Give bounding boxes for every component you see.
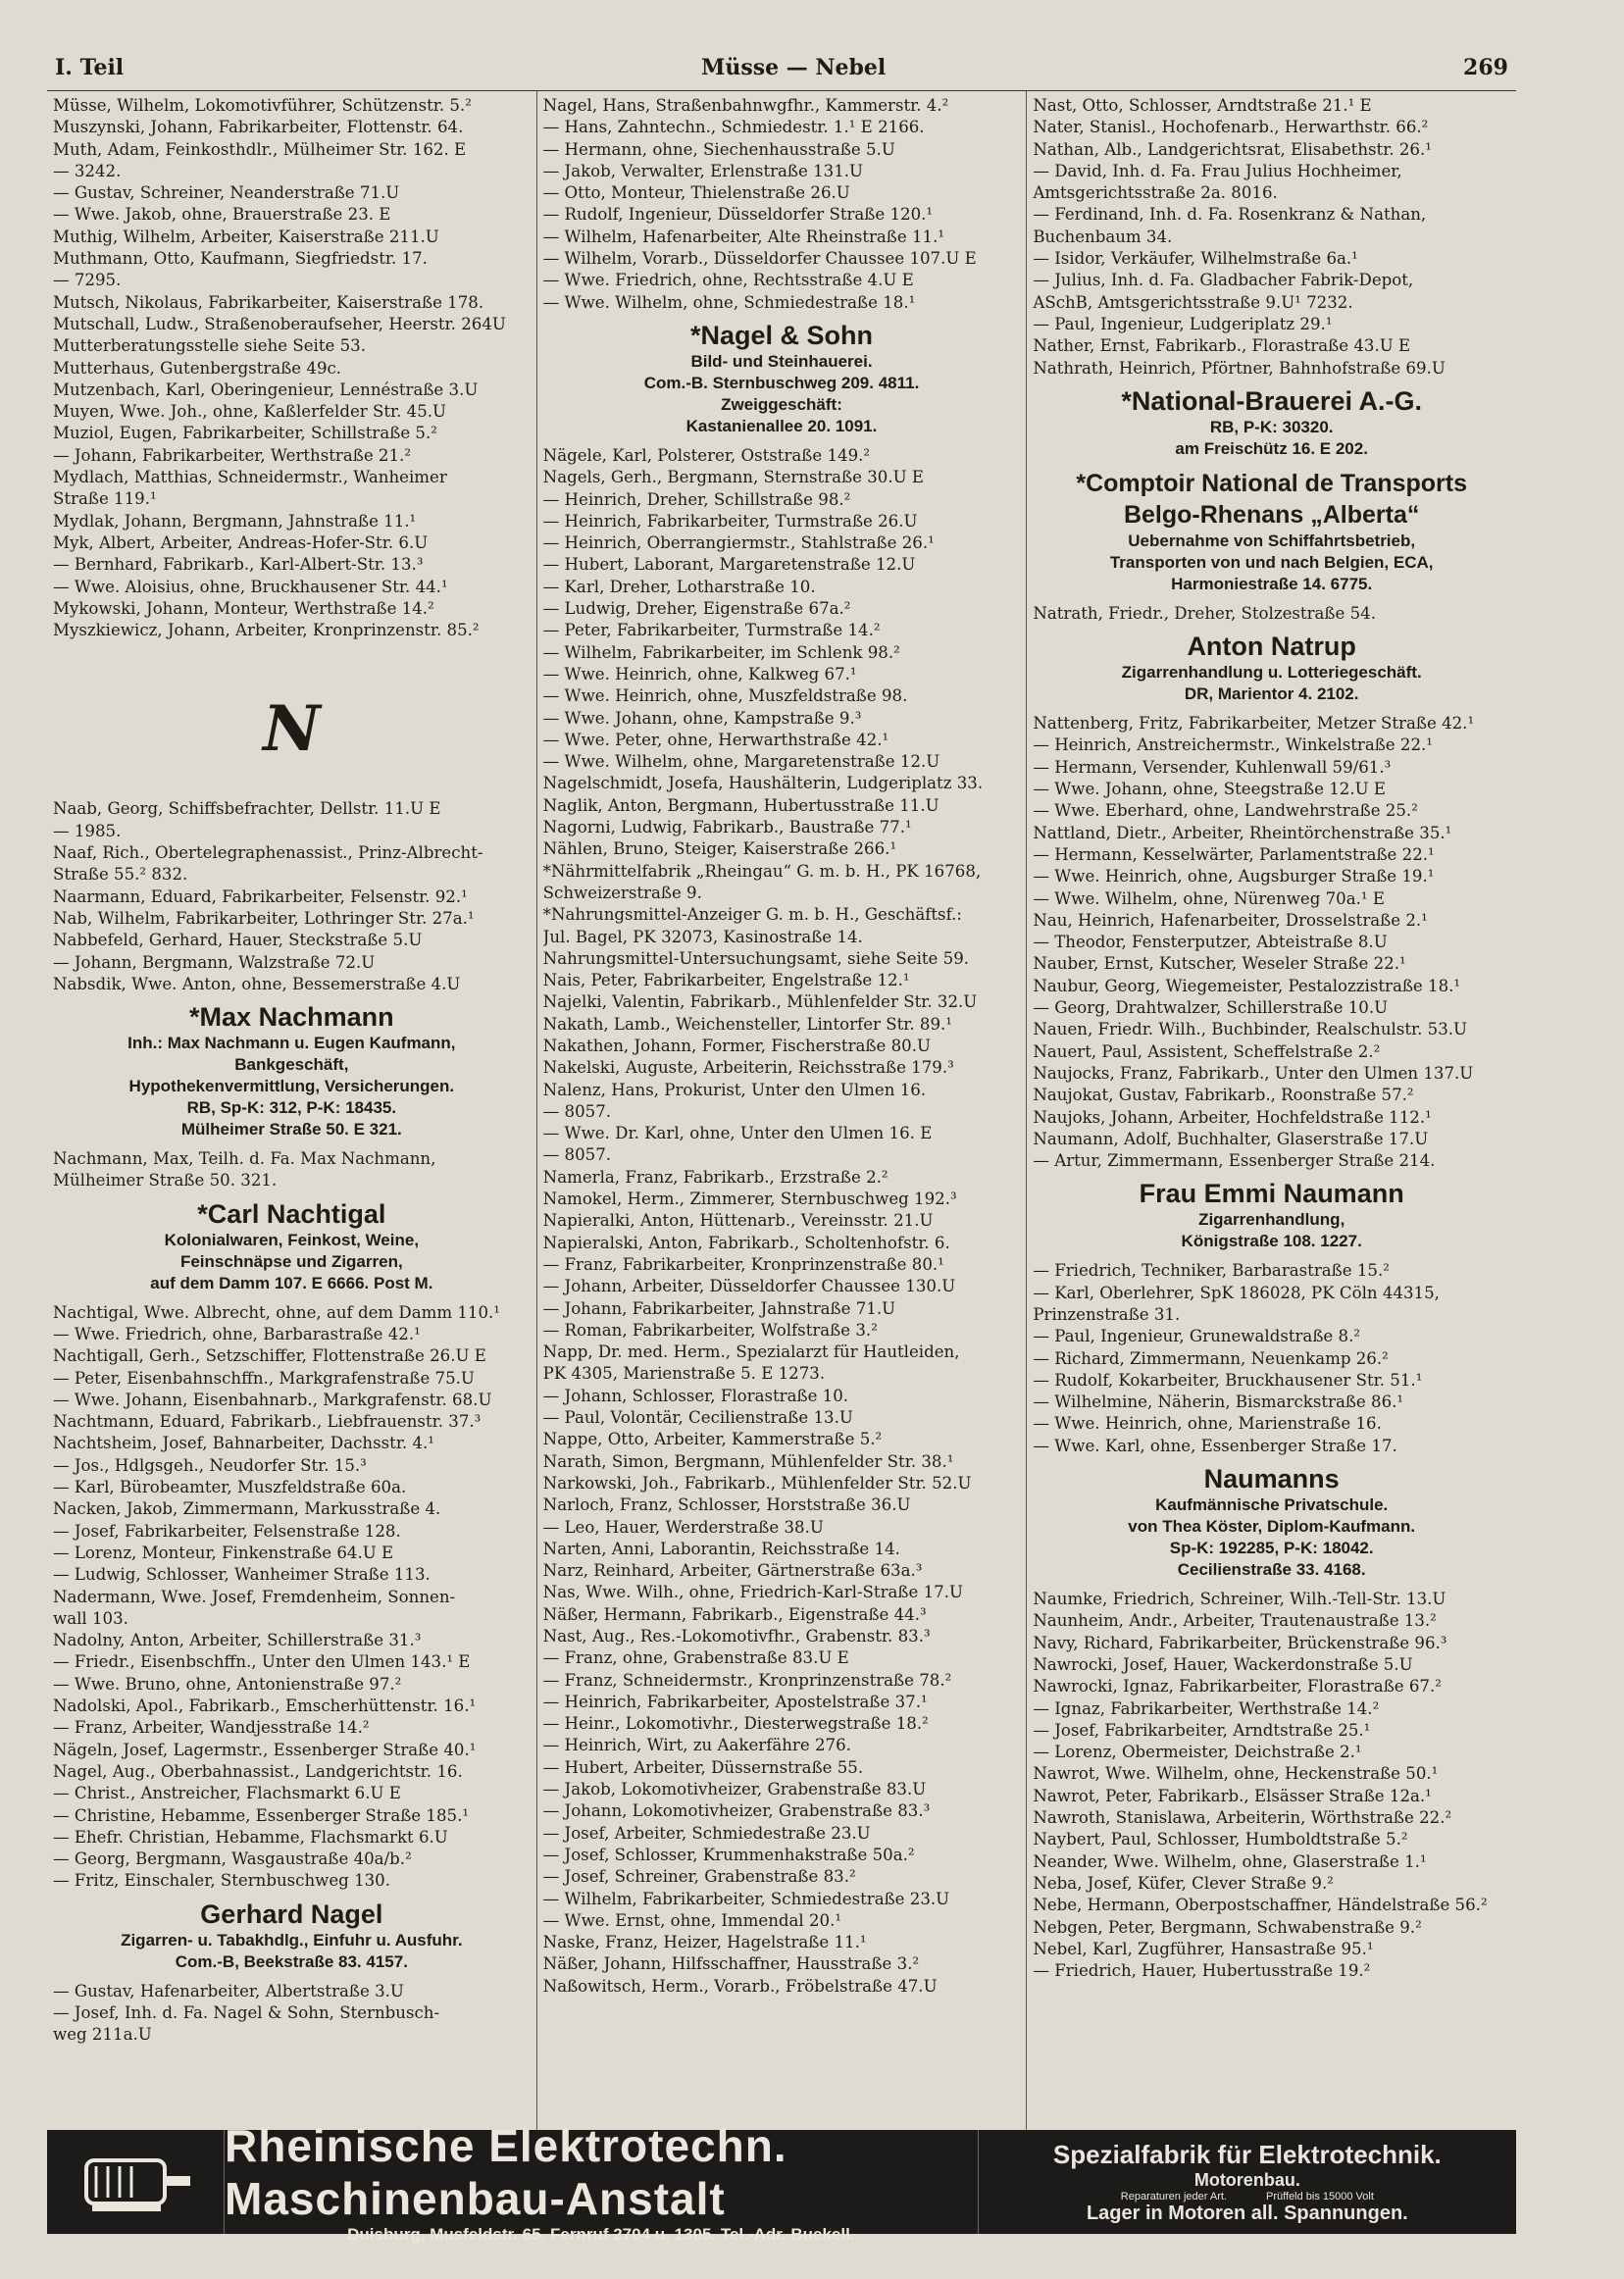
directory-entry: — 8057. (542, 1101, 612, 1121)
directory-entry: — Paul, Ingenieur, Ludgeriplatz 29.¹ (1033, 314, 1333, 333)
col3-entries-c (1033, 713, 1510, 1172)
directory-entry: — Lorenz, Monteur, Finkenstraße 64.U E (53, 1543, 394, 1562)
directory-entry: — Johann, Schlosser, Florastraße 10. (542, 1386, 849, 1405)
col3-entries-e (1033, 1589, 1510, 1982)
directory-entry: — Heinrich, Anstreichermstr., Winkelstraße 22.¹ (1033, 735, 1433, 755)
directory-entry: — Wwe. Aloisius, ohne, Bruckhausener Str. 44.¹ (53, 577, 448, 596)
footer-specialty-sub: Motorenbau. (1193, 2169, 1300, 2190)
directory-entry: Myk, Albert, Arbeiter, Andreas-Hofer-Str. 6.U (53, 532, 429, 552)
col1-entries-d (53, 1302, 531, 1893)
directory-entry: — Wilhelm, Vorarb., Düsseldorfer Chaussee 107.U E (542, 249, 977, 269)
ad-name: Frau Emmi Naumann (1139, 1179, 1404, 1209)
directory-entry: — Heinrich, Fabrikarbeiter, Turmstraße 26.U (542, 511, 918, 531)
directory-entry: Nakelski, Auguste, Arbeiterin, Reichsstraße 179.³ (542, 1058, 954, 1078)
directory-entry: Nählen, Bruno, Steiger, Kaiserstraße 266.¹ (542, 839, 897, 859)
directory-entry: PK 4305, Marienstraße 5. E 1273. (542, 1364, 826, 1384)
header-range: Müsse — Nebel (700, 55, 887, 80)
directory-entry: — 7295. (53, 271, 122, 290)
directory-entry: — Wwe. Friedrich, ohne, Barbarastraße 42.¹ (53, 1324, 421, 1343)
directory-entry: — Wwe. Peter, ohne, Herwarthstraße 42.¹ (542, 730, 889, 749)
column-1 (47, 91, 537, 2131)
col1-entries-a (53, 95, 531, 641)
directory-entry: Naßowitsch, Herm., Vorarb., Fröbelstraße 47.U (542, 1976, 938, 1996)
directory-entry: — Wwe. Friedrich, ohne, Rechtsstraße 4.U E (542, 271, 914, 290)
directory-entry: — Ehefr. Christian, Hebamme, Flachsmarkt 6.U (53, 1827, 448, 1847)
directory-entry: — Wilhelm, Fabrikarbeiter, Schmiedestraße 23.U (542, 1889, 950, 1908)
directory-entry: — Paul, Volontär, Cecilienstraße 13.U (542, 1408, 853, 1428)
ad-line: Sp-K: 192285, P-K: 18042. (1169, 1539, 1374, 1558)
ad-line: Bild- und Steinhauerei. (690, 351, 873, 371)
ad-name: *National-Brauerei A.-G. (1121, 385, 1422, 416)
directory-entry: Nast, Aug., Res.-Lokomotivfhr., Grabenstr. 83.³ (542, 1627, 931, 1646)
directory-entry: — Wwe. Wilhelm, ohne, Nürenweg 70a.¹ E (1033, 888, 1385, 908)
directory-entry: — Wwe. Johann, ohne, Steegstraße 12.U E (1033, 780, 1386, 799)
columns (47, 91, 1516, 2131)
directory-entry: — Johann, Lokomotivheizer, Grabenstraße 83.³ (542, 1801, 931, 1821)
directory-entry: — Johann, Bergmann, Walzstraße 72.U (53, 952, 376, 972)
directory-entry: Nadolski, Apol., Fabrikarb., Emscherhüttenstr. 16.¹ (53, 1697, 477, 1716)
directory-entry: Narz, Reinhard, Arbeiter, Gärtnerstraße 63a.³ (542, 1561, 923, 1581)
directory-entry: Muyen, Wwe. Joh., ohne, Kaßlerfelder Str. 45.U (53, 402, 447, 422)
ad-line: Zweiggeschäft: (721, 394, 842, 414)
directory-entry: — Hubert, Laborant, Margaretenstraße 12.U (542, 555, 916, 575)
directory-entry: Nakathen, Johann, Former, Fischerstraße 80.U (542, 1036, 931, 1055)
directory-entry: — David, Inh. d. Fa. Frau Julius Hochheimer, (1033, 161, 1402, 180)
directory-entry: Nagels, Gerh., Bergmann, Sternstraße 30.U E (542, 468, 924, 487)
ad-name: *Nagel & Sohn (689, 320, 874, 350)
ad-line: Transporten von und nach Belgien, ECA, (1109, 552, 1434, 572)
directory-entry: — Josef, Fabrikarbeiter, Felsenstraße 128. (53, 1521, 401, 1541)
directory-entry: Napieralski, Anton, Fabrikarb., Scholtenhofstr. 6. (542, 1233, 950, 1252)
directory-entry: Nawrocki, Josef, Hauer, Wackerdonstraße 5.U (1033, 1654, 1413, 1674)
directory-entry: wall 103. (53, 1608, 128, 1628)
ad-line: Com.-B. Sternbuschweg 209. 4811. (643, 373, 920, 392)
directory-entry: — Franz, ohne, Grabenstraße 83.U E (542, 1648, 849, 1668)
ad-line: Kastanienallee 20. 1091. (685, 416, 878, 435)
ad-name: Anton Natrup (1187, 632, 1356, 662)
directory-entry: — Friedrich, Techniker, Barbarastraße 15.² (1033, 1261, 1390, 1281)
directory-entry: Mutterberatungsstelle siehe Seite 53. (53, 336, 367, 356)
directory-entry: Muszynski, Johann, Fabrikarbeiter, Flottenstr. 64. (53, 118, 464, 137)
directory-entry: Mutzenbach, Karl, Oberingenieur, Lennéstraße 3.U (53, 380, 479, 399)
directory-entry: — Jakob, Verwalter, Erlenstraße 131.U (542, 161, 864, 180)
directory-entry: — Fritz, Einschaler, Sternbuschweg 130. (53, 1871, 391, 1891)
directory-entry: Nagel, Aug., Oberbahnassist., Landgerichtstr. 16. (53, 1761, 463, 1781)
page-number: 269 (1463, 55, 1508, 80)
directory-entry: Schweizerstraße 9. (542, 883, 702, 902)
directory-entry: Narkowski, Joh., Fabrikarb., Mühlenfelder Str. 52.U (542, 1473, 972, 1493)
directory-entry: — Wwe. Johann, ohne, Kampstraße 9.³ (542, 708, 862, 728)
directory-entry: — Wwe. Bruno, ohne, Antonienstraße 97.² (53, 1674, 402, 1694)
ad-naumanns (1033, 1463, 1510, 1581)
ad-nagel-sohn (543, 320, 1021, 437)
directory-entry: — Franz, Arbeiter, Wandjesstraße 14.² (53, 1718, 370, 1738)
ad-line: am Freischütz 16. E 202. (1175, 438, 1368, 458)
directory-entry: Nater, Stanisl., Hochofenarb., Herwarthstr. 66.² (1033, 118, 1429, 137)
ad-max-nachmann (53, 1001, 531, 1140)
directory-entry: Mutsch, Nikolaus, Fabrikarbeiter, Kaiserstraße 178. (53, 292, 484, 312)
col1-entries-c (53, 1148, 531, 1192)
directory-entry: Nais, Peter, Fabrikarbeiter, Engelstraße 12.¹ (542, 971, 910, 990)
ad-line: Mülheimer Straße 50. E 321. (180, 1120, 402, 1140)
directory-entry: — Wwe. Heinrich, ohne, Muszfeldstraße 98. (542, 686, 908, 706)
directory-entry: — Wwe. Jakob, ohne, Brauerstraße 23. E (53, 205, 391, 225)
directory-entry: Naske, Franz, Heizer, Hagelstraße 11.¹ (542, 1933, 867, 1952)
directory-entry: Nagel, Hans, Straßenbahnwgfhr., Kammerstr. 4.² (542, 96, 949, 115)
directory-entry: Nalenz, Hans, Prokurist, Unter den Ulmen 16. (542, 1080, 927, 1099)
directory-entry: — Theodor, Fensterputzer, Abteistraße 8.U (1033, 933, 1388, 952)
directory-entry: Nattenberg, Fritz, Fabrikarbeiter, Metzer Straße 42.¹ (1033, 714, 1475, 734)
column-3 (1027, 91, 1516, 2131)
directory-entry: — Peter, Fabrikarbeiter, Turmstraße 14.² (542, 621, 881, 640)
directory-entry: Neander, Wwe. Wilhelm, ohne, Glaserstraße 1.¹ (1033, 1851, 1427, 1871)
directory-entry: weg 211a.U (53, 2025, 152, 2045)
directory-entry: Nauen, Friedr. Wilh., Buchbinder, Realschulstr. 53.U (1033, 1020, 1468, 1039)
directory-entry: — Wwe. Dr. Karl, ohne, Unter den Ulmen 16. E (542, 1124, 933, 1143)
directory-entry: Nab, Wilhelm, Fabrikarbeiter, Lothringer Str. 27a.¹ (53, 908, 475, 928)
directory-entry: Naaf, Rich., Obertelegraphenassist., Prinz-Albrecht- (53, 843, 483, 863)
ad-comptoir-national (1033, 468, 1510, 595)
directory-entry: Mydlach, Matthias, Schneidermstr., Wanheimer (53, 468, 447, 487)
directory-entry: Mutschall, Ludw., Straßenoberaufseher, Heerstr. 264U (53, 314, 506, 333)
directory-entry: — Wilhelmine, Näherin, Bismarckstraße 86.¹ (1033, 1393, 1404, 1412)
directory-entry: Muziol, Eugen, Fabrikarbeiter, Schillstraße 5.² (53, 424, 437, 443)
directory-entry: — Josef, Inh. d. Fa. Nagel & Sohn, Sternbusch- (53, 2003, 440, 2022)
directory-entry: Naumke, Friedrich, Schreiner, Wilh.-Tell-Str. 13.U (1033, 1590, 1446, 1609)
header-section: I. Teil (55, 55, 125, 80)
directory-entry: — Johann, Fabrikarbeiter, Werthstraße 21.² (53, 445, 411, 465)
directory-entry: — Hans, Zahntechn., Schmiedestr. 1.¹ E 2166. (542, 118, 925, 137)
directory-entry: Nachtsheim, Josef, Bahnarbeiter, Dachsstr. 4.¹ (53, 1434, 434, 1453)
directory-entry: — Karl, Dreher, Lotharstraße 10. (542, 577, 816, 596)
directory-entry: — Georg, Drahtwalzer, Schillerstraße 10.U (1033, 998, 1389, 1018)
ad-line: Feinschnäpse und Zigarren, (179, 1251, 403, 1271)
col3-entries-a (1033, 95, 1510, 380)
directory-entry: — Wwe. Eberhard, ohne, Landwehrstraße 25.² (1033, 801, 1418, 821)
directory-entry: — Bernhard, Fabrikarb., Karl-Albert-Str. 13.³ (53, 555, 424, 575)
directory-entry: — Ludwig, Schlosser, Wanheimer Straße 113. (53, 1565, 431, 1585)
footer-company (225, 2120, 978, 2244)
directory-entry: — Franz, Schneidermstr., Kronprinzenstraße 78.² (542, 1670, 952, 1690)
directory-entry: — Wwe. Heinrich, ohne, Kalkweg 67.¹ (542, 664, 857, 684)
ad-line: Königstraße 108. 1227. (1181, 1232, 1362, 1251)
directory-entry: — Roman, Fabrikarbeiter, Wolfstraße 3.² (542, 1320, 878, 1340)
ad-carl-nachtigal (53, 1198, 531, 1294)
directory-entry: — Heinrich, Fabrikarbeiter, Apostelstraße 37.¹ (542, 1692, 928, 1711)
directory-entry: — Josef, Schreiner, Grabenstraße 83.² (542, 1867, 856, 1887)
directory-entry: — Wwe. Heinrich, ohne, Augsburger Straße 19.¹ (1033, 867, 1435, 886)
directory-entry: Prinzenstraße 31. (1033, 1304, 1181, 1324)
directory-entry: Naarmann, Eduard, Fabrikarbeiter, Felsenstr. 92.¹ (53, 886, 468, 906)
directory-entry: Nathrath, Heinrich, Pförtner, Bahnhofstraße 69.U (1033, 358, 1446, 378)
directory-entry: Nau, Heinrich, Hafenarbeiter, Drosselstraße 2.¹ (1033, 910, 1428, 930)
ad-line: Com.-B, Beekstraße 83. 4157. (175, 1951, 408, 1971)
directory-entry: — Heinrich, Dreher, Schillstraße 98.² (542, 489, 851, 509)
directory-entry: Nawrot, Peter, Fabrikarb., Elsässer Straße 12a.¹ (1033, 1786, 1432, 1805)
directory-entry: — Heinrich, Wirt, zu Aakerfähre 276. (542, 1736, 851, 1755)
directory-entry: — Wwe. Ernst, ohne, Immendal 20.¹ (542, 1910, 842, 1930)
directory-entry: — Wilhelm, Hafenarbeiter, Alte Rheinstraße 11.¹ (542, 227, 945, 246)
ad-line: von Thea Köster, Diplom-Kaufmann. (1128, 1517, 1416, 1537)
directory-entry: — Georg, Bergmann, Wasgaustraße 40a/b.² (53, 1849, 412, 1869)
directory-entry: — Gustav, Schreiner, Neanderstraße 71.U (53, 183, 400, 203)
directory-entry: — Friedrich, Hauer, Hubertusstraße 19.² (1033, 1961, 1371, 1981)
directory-entry: Naumann, Adolf, Buchhalter, Glaserstraße 17.U (1033, 1129, 1429, 1148)
directory-entry: Nast, Otto, Schlosser, Arndtstraße 21.¹ E (1033, 96, 1372, 115)
directory-entry: Nadolny, Anton, Arbeiter, Schillerstraße 31.³ (53, 1631, 422, 1650)
ad-national-brauerei (1033, 385, 1510, 460)
col1-entries-b (53, 798, 531, 995)
directory-entry: — 1985. (53, 821, 122, 840)
directory-entry: — Rudolf, Kokarbeiter, Bruckhausener Str. 51.¹ (1033, 1370, 1423, 1390)
directory-entry: Muth, Adam, Feinkosthdlr., Mülheimer Str. 162. E (53, 139, 467, 159)
directory-entry: *Nährmittelfabrik „Rheingau“ G. m. b. H., PK 16768, (542, 861, 982, 881)
directory-entry: Nathan, Alb., Landgerichtsrat, Elisabethstr. 26.¹ (1033, 139, 1432, 159)
ad-line: Harmoniestraße 14. 6775. (1171, 574, 1373, 593)
directory-entry: — Wwe. Heinrich, ohne, Marienstraße 16. (1033, 1414, 1382, 1434)
ad-line: Cecilienstraße 33. 4168. (1177, 1560, 1366, 1580)
directory-entry: Narloch, Franz, Schlosser, Horststraße 36.U (542, 1495, 911, 1515)
ad-name: *Max Nachmann (189, 1002, 394, 1033)
footer-specialty-notes (1121, 2191, 1374, 2203)
directory-entry: Namokel, Herm., Zimmerer, Sternbuschweg 192.³ (542, 1190, 957, 1209)
footer-specialty-title: Spezialfabrik für Elektrotechnik. (1052, 2139, 1442, 2169)
directory-entry: Nakath, Lamb., Weichensteller, Lintorfer Str. 89.¹ (542, 1014, 952, 1034)
directory-entry: — Josef, Fabrikarbeiter, Arndtstraße 25.¹ (1033, 1720, 1371, 1740)
ad-line: Kolonialwaren, Feinkost, Weine, (164, 1230, 420, 1249)
directory-entry: Myszkiewicz, Johann, Arbeiter, Kronprinzenstr. 85.² (53, 621, 480, 640)
ad-line: Zigarrenhandlung u. Lotteriegeschäft. (1121, 663, 1422, 683)
col2-entries-a (543, 95, 1021, 314)
directory-entry: Nägeln, Josef, Lagermstr., Essenberger Straße 40.¹ (53, 1740, 477, 1759)
directory-entry: Buchenbaum 34. (1033, 227, 1173, 246)
directory-entry: Naujocks, Franz, Fabrikarb., Unter den Ulmen 137.U (1033, 1063, 1474, 1083)
directory-entry: Nawrocki, Ignaz, Fabrikarbeiter, Florastraße 67.² (1033, 1677, 1442, 1697)
directory-entry: — Ludwig, Dreher, Eigenstraße 67a.² (542, 599, 851, 619)
directory-entry: Narath, Simon, Bergmann, Mühlenfelder Str. 38.¹ (542, 1451, 954, 1471)
directory-entry: — Peter, Eisenbahnschffn., Markgrafenstraße 75.U (53, 1368, 475, 1388)
footer-stock: Lager in Motoren all. Spannungen. (1086, 2202, 1408, 2224)
directory-entry: — Otto, Monteur, Thielenstraße 26.U (542, 183, 850, 203)
directory-entry: Naujoks, Johann, Arbeiter, Hochfeldstraße 112.¹ (1033, 1107, 1432, 1127)
directory-entry: Mülheimer Straße 50. 321. (53, 1171, 278, 1190)
page-header (47, 55, 1516, 91)
directory-entry: Naab, Georg, Schiffsbefrachter, Dellstr. 11.U E (53, 799, 441, 819)
directory-entry: Nagelschmidt, Josefa, Haushälterin, Ludgeriplatz 33. (542, 774, 984, 793)
directory-entry: Näßer, Hermann, Fabrikarb., Eigenstraße 44.³ (542, 1604, 927, 1624)
directory-entry: Nattland, Dietr., Arbeiter, Rheintörchenstraße 35.¹ (1033, 823, 1452, 842)
directory-entry: — 8057. (542, 1145, 612, 1165)
directory-entry: Nägele, Karl, Polsterer, Oststraße 149.² (542, 445, 871, 465)
directory-entry: Muthig, Wilhelm, Arbeiter, Kaiserstraße 211.U (53, 227, 439, 246)
directory-entry: Mutterhaus, Gutenbergstraße 49c. (53, 358, 342, 378)
directory-entry: — Lorenz, Obermeister, Deichstraße 2.¹ (1033, 1743, 1362, 1762)
directory-entry: Nawrot, Wwe. Wilhelm, ohne, Heckenstraße 50.¹ (1033, 1764, 1439, 1784)
directory-entry: — Josef, Arbeiter, Schmiedestraße 23.U (542, 1823, 871, 1843)
directory-entry: — Rudolf, Ingenieur, Düsseldorfer Straße 120.¹ (542, 205, 934, 225)
directory-entry: — Hermann, Versender, Kuhlenwall 59/61.³ (1033, 757, 1392, 777)
directory-entry: — Johann, Arbeiter, Düsseldorfer Chaussee 130.U (542, 1277, 956, 1296)
directory-entry: — Josef, Schlosser, Krummenhakstraße 50a.² (542, 1845, 915, 1864)
directory-entry: Nebgen, Peter, Bergmann, Schwabenstraße 9.² (1033, 1917, 1422, 1937)
directory-entry: Müsse, Wilhelm, Lokomotivführer, Schützenstr. 5.² (53, 96, 472, 115)
ad-gerhard-nagel (53, 1899, 531, 1973)
directory-entry: Naujokat, Gustav, Fabrikarb., Roonstraße 57.² (1033, 1086, 1414, 1105)
directory-entry: Napieralki, Anton, Hüttenarb., Vereinsstr. 21.U (542, 1211, 934, 1231)
footer-note-voltage: Prüffeld bis 15000 Volt (1266, 2190, 1374, 2203)
directory-entry: — Wwe. Johann, Eisenbahnarb., Markgrafenstr. 68.U (53, 1390, 492, 1409)
directory-entry: Nauert, Paul, Assistent, Scheffelstraße 2.² (1033, 1041, 1381, 1061)
column-2 (537, 91, 1028, 2131)
directory-entry: — Julius, Inh. d. Fa. Gladbacher Fabrik-Depot, (1033, 271, 1414, 290)
ad-name: *Carl Nachtigal (197, 1198, 386, 1229)
directory-entry: Nappe, Otto, Arbeiter, Kammerstraße 5.² (542, 1430, 883, 1449)
directory-entry: Naybert, Paul, Schlosser, Humboldtstraße 5.² (1033, 1830, 1408, 1849)
directory-entry: Neba, Josef, Küfer, Clever Straße 9.² (1033, 1873, 1334, 1893)
directory-entry: Straße 119.¹ (53, 489, 157, 509)
directory-entry: — Hermann, ohne, Siechenhausstraße 5.U (542, 139, 895, 159)
directory-entry: Nahrungsmittel-Untersuchungsamt, siehe Seite 59. (542, 948, 970, 968)
directory-entry: Nebel, Karl, Zugführer, Hansastraße 95.¹ (1033, 1939, 1374, 1958)
directory-entry: Amtsgerichtsstraße 2a. 8016. (1033, 183, 1278, 203)
ad-line: RB, Sp-K: 312, P-K: 18435. (186, 1098, 397, 1118)
directory-entry: Najelki, Valentin, Fabrikarb., Mühlenfelder Str. 32.U (542, 992, 978, 1012)
ad-line: auf dem Damm 107. E 6666. Post M. (150, 1273, 433, 1292)
directory-entry: Mydlak, Johann, Bergmann, Jahnstraße 11.¹ (53, 511, 417, 531)
col3-entries-d (1033, 1260, 1510, 1457)
ad-name: Gerhard Nagel (200, 1899, 383, 1929)
ad-line: Kaufmännische Privatschule. (1155, 1495, 1389, 1515)
directory-entry: ASchB, Amtsgerichtsstraße 9.U¹ 7232. (1033, 292, 1353, 312)
directory-entry: — 3242. (53, 161, 122, 180)
section-letter: N (263, 692, 321, 767)
directory-entry: — Christine, Hebamme, Essenberger Straße 185.¹ (53, 1805, 469, 1825)
directory-entry: Mykowski, Johann, Monteur, Werthstraße 14.² (53, 598, 434, 618)
directory-entry: — Heinr., Lokomotivhr., Diesterwegstraße 18.² (542, 1714, 929, 1734)
directory-entry: — Friedr., Eisenbschffn., Unter den Ulmen 143.¹ E (53, 1652, 471, 1672)
ad-line: RB, P-K: 30320. (1209, 417, 1334, 436)
directory-entry: Nauber, Ernst, Kutscher, Weseler Straße 22.¹ (1033, 954, 1406, 974)
directory-entry: — Franz, Fabrikarbeiter, Kronprinzenstraße 80.¹ (542, 1254, 944, 1274)
directory-entry: — Artur, Zimmermann, Essenberger Straße 214. (1033, 1151, 1436, 1171)
col3-entries-b (1033, 603, 1510, 625)
directory-entry: Nebe, Hermann, Oberpostschaffner, Händelstraße 56.² (1033, 1896, 1488, 1915)
col2-entries-b (543, 445, 1021, 1998)
directory-entry: Nachtmann, Eduard, Fabrikarb., Liebfrauenstr. 37.³ (53, 1412, 482, 1432)
directory-entry: — Ignaz, Fabrikarbeiter, Werthstraße 14.² (1033, 1698, 1380, 1718)
directory-entry: Jul. Bagel, PK 32073, Kasinostraße 14. (542, 927, 863, 946)
directory-entry: Nacken, Jakob, Zimmermann, Markusstraße 4. (53, 1499, 441, 1519)
directory-entry: Natrath, Friedr., Dreher, Stolzestraße 54. (1033, 603, 1376, 623)
ad-line: DR, Marientor 4. 2102. (1184, 684, 1359, 704)
directory-entry: Straße 55.² 832. (53, 865, 188, 885)
directory-entry: — Wwe. Karl, ohne, Essenberger Straße 17. (1033, 1436, 1397, 1455)
directory-entry: Napp, Dr. med. Herm., Spezialarzt für Hautleiden, (542, 1342, 960, 1362)
directory-entry: — Johann, Fabrikarbeiter, Jahnstraße 71.U (542, 1298, 896, 1318)
directory-entry: Navy, Richard, Fabrikarbeiter, Brückenstraße 96.³ (1033, 1633, 1447, 1652)
directory-entry: Naubur, Georg, Wiegemeister, Pestalozzistraße 18.¹ (1033, 976, 1461, 995)
directory-entry: — Paul, Ingenieur, Grunewaldstraße 8.² (1033, 1327, 1360, 1346)
footer-address: Duisburg, Musfeldstr. 65. Fernruf 2704 u. 1305. Tel.-Adr. Buekell. (347, 2225, 855, 2244)
directory-entry: Nabsdik, Wwe. Anton, ohne, Bessemerstraße 4.U (53, 974, 461, 993)
directory-entry: Nagorni, Ludwig, Fabrikarb., Baustraße 77.¹ (542, 818, 912, 837)
directory-entry: — Heinrich, Oberrangiermstr., Stahlstraße 26.¹ (542, 533, 935, 553)
directory-entry: Nas, Wwe. Wilh., ohne, Friedrich-Karl-Straße 17.U (542, 1583, 963, 1602)
directory-entry: Naglik, Anton, Bergmann, Hubertusstraße 11.U (542, 795, 939, 815)
directory-entry: — Jakob, Lokomotivheizer, Grabenstraße 83.U (542, 1780, 927, 1799)
ad-line: Bankgeschäft, (234, 1055, 349, 1075)
ad-emmi-naumann (1033, 1178, 1510, 1252)
directory-entry: — Gustav, Hafenarbeiter, Albertstraße 3.U (53, 1981, 404, 2000)
directory-entry: — Wwe. Wilhelm, ohne, Margaretenstraße 12.U (542, 752, 940, 772)
footer-company-name: Rheinische Elektrotechn. Maschinenbau-Anstalt (225, 2120, 787, 2224)
directory-entry: — Wilhelm, Fabrikarbeiter, im Schlenk 98.² (542, 642, 900, 662)
footer-specialty (978, 2130, 1516, 2234)
col1-entries-e (53, 1981, 531, 2047)
ad-name: Belgo-Rhenans „Alberta“ (1123, 500, 1420, 529)
directory-entry: — Leo, Hauer, Werderstraße 38.U (542, 1517, 824, 1537)
ad-name: Naumanns (1203, 1464, 1340, 1494)
directory-entry: Nachtigal, Wwe. Albrecht, ohne, auf dem Damm 110.¹ (53, 1302, 500, 1322)
directory-entry: *Nahrungsmittel-Anzeiger G. m. b. H., Geschäftsf.: (542, 905, 962, 925)
motor-icon (47, 2130, 225, 2234)
ad-line: Inh.: Max Nachmann u. Eugen Kaufmann, (127, 1034, 456, 1053)
directory-entry: — Christ., Anstreicher, Flachsmarkt 6.U E (53, 1784, 401, 1803)
directory-entry: Nawroth, Stanislawa, Arbeiterin, Wörthstraße 22.² (1033, 1808, 1452, 1828)
directory-entry: Nadermann, Wwe. Josef, Fremdenheim, Sonnen- (53, 1587, 456, 1606)
directory-entry: — Karl, Oberlehrer, SpK 186028, PK Cöln 44315, (1033, 1283, 1440, 1302)
directory-entry: — Richard, Zimmermann, Neuenkamp 26.² (1033, 1348, 1389, 1368)
directory-entry: Muthmann, Otto, Kaufmann, Siegfriedstr. 17. (53, 249, 428, 269)
directory-entry: Nachtigall, Gerh., Setzschiffer, Flottenstraße 26.U E (53, 1346, 486, 1366)
directory-entry: Nather, Ernst, Fabrikarb., Florastraße 43.U E (1033, 336, 1411, 356)
footer-note-repairs: Reparaturen jeder Art. (1120, 2190, 1227, 2203)
ad-name: *Comptoir National de Transports (1076, 469, 1468, 497)
ad-line: Zigarren- u. Tabakhdlg., Einfuhr u. Ausfuhr. (121, 1930, 463, 1950)
directory-entry: — Ferdinand, Inh. d. Fa. Rosenkranz & Nathan, (1033, 205, 1427, 225)
directory-entry: Nabbefeld, Gerhard, Hauer, Steckstraße 5.U (53, 931, 423, 950)
directory-entry: — Jos., Hdlgsgeh., Neudorfer Str. 15.³ (53, 1455, 367, 1475)
ad-line: Hypothekenvermittlung, Versicherungen. (128, 1077, 455, 1096)
ad-line: Uebernahme von Schiffahrtsbetrieb, (1128, 531, 1416, 550)
directory-entry: — Karl, Bürobeamter, Muszfeldstraße 60a. (53, 1478, 407, 1497)
footer-advertisement (47, 2120, 1516, 2244)
directory-entry: — Isidor, Verkäufer, Wilhelmstraße 6a.¹ (1033, 249, 1358, 269)
ad-anton-natrup (1033, 631, 1510, 705)
directory-entry: — Hubert, Arbeiter, Düssernstraße 55. (542, 1757, 864, 1777)
ad-line: Zigarrenhandlung, (1198, 1210, 1345, 1230)
directory-entry: — Wwe. Wilhelm, ohne, Schmiedestraße 18.¹ (542, 292, 916, 312)
directory-entry: Narten, Anni, Laborantin, Reichsstraße 14. (542, 1539, 900, 1558)
directory-entry: Naunheim, Andr., Arbeiter, Trautenaustraße 13.² (1033, 1611, 1437, 1631)
directory-entry: Namerla, Franz, Fabrikarb., Erzstraße 2.² (542, 1167, 888, 1187)
directory-entry: Näßer, Johann, Hilfsschaffner, Hausstraße 3.² (542, 1954, 920, 1974)
directory-entry: — Hermann, Kesselwärter, Parlamentstraße 22.¹ (1033, 844, 1435, 864)
directory-entry: Nachmann, Max, Teilh. d. Fa. Max Nachmann, (53, 1149, 436, 1169)
